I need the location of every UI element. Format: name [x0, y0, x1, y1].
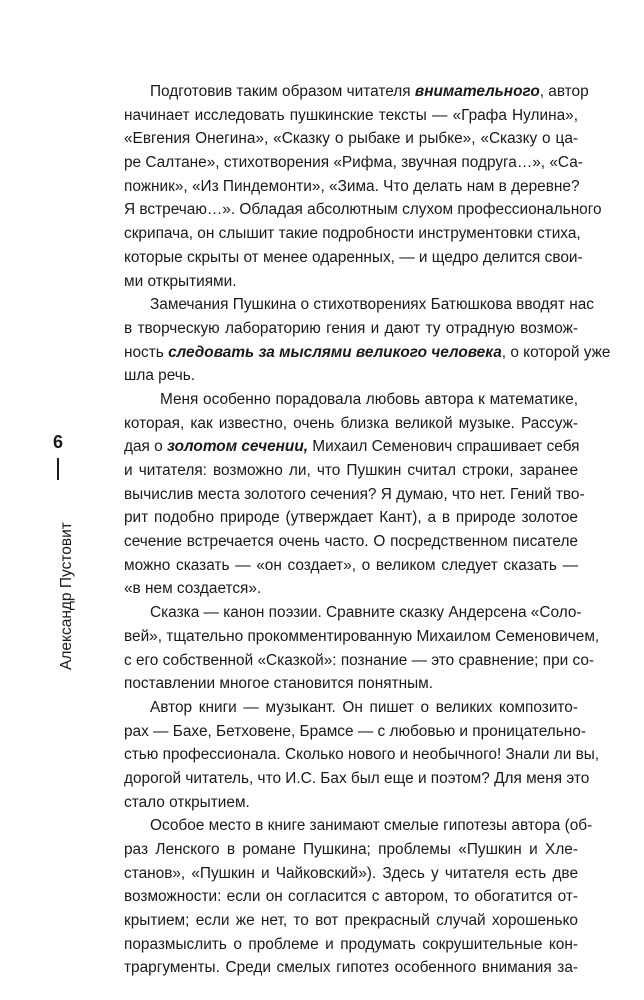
text-line	[124, 104, 578, 128]
text-line	[124, 151, 583, 175]
text-segment: Замечания Пушкина о стихотворениях Батюшкова вводят нас	[150, 296, 594, 314]
text-segment: и читателя: возможно ли, что Пушкин считал строки, заранее	[124, 462, 578, 479]
emphasis-text: золотом сечении,	[167, 438, 309, 456]
text-segment: Особое место в книге занимают смелые гипотезы автора (об-	[150, 817, 593, 835]
text-line	[124, 814, 593, 838]
text-segment: Меня особенно порадовала любовь автора к математике,	[160, 390, 578, 408]
text-line	[124, 720, 586, 744]
text-line	[124, 246, 583, 270]
text-line	[124, 270, 578, 294]
text-segment: раз Ленского в романе Пушкина; проблемы «Пушкин и Хле-	[124, 841, 578, 858]
text-segment: в творческую лабораторию гения и дают ту отрадную возмож-	[124, 319, 578, 337]
text-line	[124, 80, 589, 104]
text-segment: «в нем создается».	[124, 580, 262, 598]
text-segment: которая, как известно, очень близка великой музыке. Рассуж-	[124, 414, 578, 432]
text-line	[124, 672, 578, 696]
text-line	[124, 791, 578, 815]
sidebar-divider	[57, 458, 59, 480]
running-head-author: Александр Пустовит	[58, 522, 75, 670]
text-segment: «Евгения Онегина», «Сказку о рыбаке и рыбке», «Сказку о ца-	[124, 130, 578, 148]
text-segment: Я встречаю…». Обладая абсолютным слухом профессионального	[124, 201, 602, 219]
text-line	[124, 317, 578, 341]
text-segment: ми открытиями.	[124, 272, 237, 290]
text-line	[124, 933, 578, 957]
text-line	[124, 364, 578, 388]
emphasis-text: следовать за мыслями великого человека	[168, 343, 502, 361]
text-segment: шла речь.	[124, 367, 196, 385]
text-segment: пожник», «Из Пиндемонти», «Зима. Что делать нам в деревне?	[124, 177, 580, 195]
text-segment: рит подобно природе (утверждает Кант), а в природе золотое	[124, 509, 578, 527]
text-segment: можно сказать — «он создает», о великом следует сказать —	[124, 556, 578, 574]
page-number: 6	[52, 432, 63, 452]
text-line	[124, 483, 585, 507]
text-line	[124, 554, 578, 578]
text-line	[124, 412, 578, 436]
text-segment: траргументы. Среди смелых гипотез особенного внимания за-	[124, 959, 578, 977]
text-segment: Сказка — канон поэзии. Сравните сказку Андерсена «Соло-	[150, 604, 582, 622]
text-segment: поразмыслить о проблеме и продумать сокрушительные кон-	[124, 935, 578, 953]
text-line	[124, 577, 578, 601]
text-segment: стало открытием.	[124, 793, 250, 811]
text-segment: ре Салтане», стихотворения «Рифма, звучная подруга…», «Са-	[124, 154, 583, 172]
text-segment: дая о	[124, 438, 167, 456]
body-text	[124, 80, 611, 980]
text-line	[124, 293, 594, 317]
text-line	[124, 649, 595, 673]
text-line	[124, 625, 600, 649]
text-line	[124, 459, 578, 483]
text-segment: Автор книги — музыкант. Он пишет о великих композито-	[150, 698, 578, 716]
page-sidebar	[28, 432, 88, 672]
text-segment: рах — Бахе, Бетховене, Брамсе — с любовью и проницательно-	[124, 722, 586, 740]
text-segment: станов», «Пушкин и Чайковский»). Здесь у читателя есть две	[124, 864, 578, 882]
text-line	[124, 506, 578, 530]
text-segment: стью профессионала. Сколько нового и необычного! Знали ли вы,	[124, 746, 600, 764]
text-line	[124, 198, 602, 222]
text-segment: дорогой читатель, что И.С. Бах был еще и поэтом? Для меня это	[124, 769, 590, 787]
text-segment: которые скрыты от менее одаренных, — и щедро делится свои-	[124, 248, 583, 266]
text-line	[124, 341, 611, 365]
text-segment: начинает исследовать пушкинские тексты — «Графа Нулина»,	[124, 106, 578, 124]
text-segment: скрипача, он слышит такие подробности инструментовки стиха,	[124, 225, 581, 243]
text-segment: вей», тщательно прокомментированную Михаилом Семеновичем,	[124, 627, 600, 645]
text-segment: поставлении многое становится понятным.	[124, 675, 434, 693]
text-line	[124, 127, 578, 151]
text-line	[124, 696, 578, 720]
text-segment: возможности: если он согласится с автором, то обогатится от-	[124, 888, 578, 906]
text-segment: с его собственной «Сказкой»: познание — это сравнение; при со-	[124, 651, 595, 669]
text-segment: вычислив места золотого сечения? Я думаю, что нет. Гений тво-	[124, 485, 585, 503]
text-line	[124, 222, 581, 246]
text-segment: крытием; если же нет, то вот прекрасный случай хорошенько	[124, 912, 578, 930]
text-line	[124, 909, 578, 933]
text-segment: ность	[124, 343, 169, 361]
text-line	[124, 175, 578, 199]
text-segment: сечение встречается очень часто. О посредственном писателе	[124, 533, 578, 551]
text-line	[124, 530, 578, 554]
text-line	[124, 743, 600, 767]
text-line	[124, 838, 578, 862]
text-segment: , автор	[539, 83, 589, 100]
text-line	[124, 956, 578, 980]
text-segment: Михаил Семенович спрашивает себя	[308, 438, 580, 456]
text-line	[124, 388, 578, 412]
text-line	[124, 601, 582, 625]
text-line	[124, 435, 578, 459]
text-line	[124, 862, 578, 886]
text-line	[124, 885, 578, 909]
emphasis-text: внимательного	[414, 83, 540, 100]
text-line	[124, 767, 590, 791]
text-segment: , о которой уже	[501, 343, 611, 361]
text-segment: Подготовив таким образом читателя	[150, 83, 415, 100]
